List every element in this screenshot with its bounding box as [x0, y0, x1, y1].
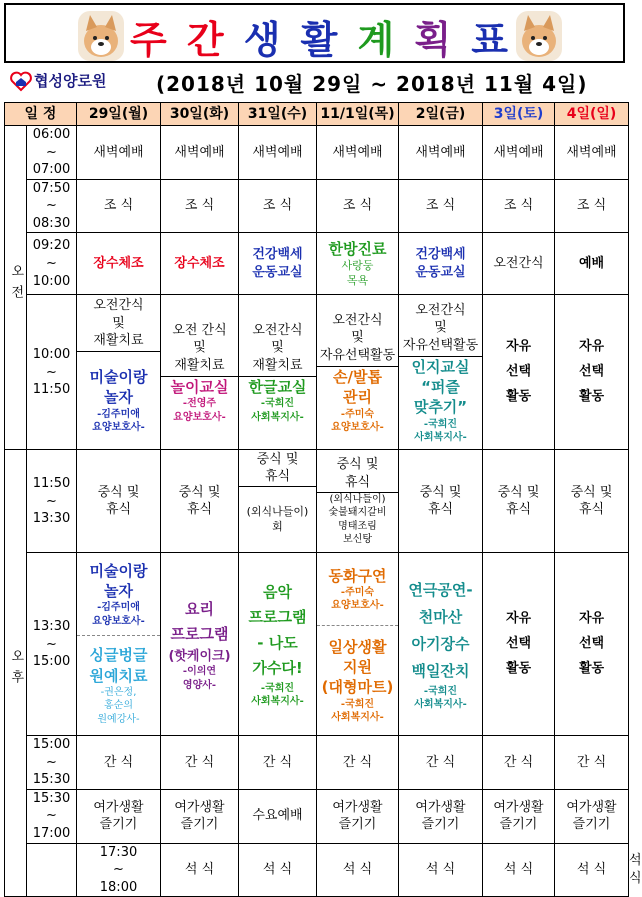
cell: 여가생활 즐기기	[317, 789, 399, 843]
cell: 석 식	[317, 843, 399, 897]
cell: 간 식	[161, 736, 239, 790]
cell: 간 식	[77, 736, 161, 790]
cell: 중식 및 휴식	[399, 450, 483, 553]
table-row	[5, 553, 629, 736]
day-header-saturday: 3일(토)	[483, 103, 555, 126]
time-cell: 09:20 ~ 10:00	[27, 233, 77, 295]
period-am: 오전	[5, 126, 27, 450]
cell: 여가생활 즐기기	[483, 789, 555, 843]
subtitle-row	[8, 68, 623, 94]
cell: 조 식	[161, 179, 239, 233]
title-char: 간	[186, 17, 226, 62]
cell: 조 식	[239, 179, 317, 233]
period-header: 일 정	[5, 103, 77, 126]
cell: 건강백세 운동교실	[399, 233, 483, 295]
table-row	[5, 789, 629, 843]
time-cell: 07:50 ~ 08:30	[27, 179, 77, 233]
cell: 중식 및 휴식 (외식나들이) 회	[239, 450, 317, 553]
cell: 여가생활 즐기기	[161, 789, 239, 843]
cell: 자유 선택 활동	[483, 295, 555, 450]
cell: 새벽예배	[555, 126, 629, 180]
cell: 동화구연 -주미숙 요양보호사- 일상생활 지원 (대형마트) -국희진 사회복지사-	[317, 553, 399, 736]
cell: 조 식	[555, 179, 629, 233]
cell: 간 식	[317, 736, 399, 790]
cell: 미술이랑 놀자 -김주미애 요양보호사- 싱글벙글 원예치료 -권은정, 홍순의 원예강사-	[77, 553, 161, 736]
cell: 석 식	[399, 843, 483, 897]
cell: 조 식	[399, 179, 483, 233]
cell: 오전간식 및 재활치료 한글교실 -국희진 사회복지사-	[239, 295, 317, 450]
title-char: 생	[243, 17, 283, 62]
title-char: 계	[357, 17, 397, 62]
table-row	[5, 295, 629, 450]
cell: 여가생활 즐기기	[399, 789, 483, 843]
cell: 중식 및 휴식 (외식나들이) 숯불돼지갈비 명태조림 보신탕	[317, 450, 399, 553]
cell: 한방진료 사랑둥 목욕	[317, 233, 399, 295]
time-cell: 10:00 ~ 11:50	[27, 295, 77, 450]
time-cell: 13:30 ~ 15:00	[27, 553, 77, 736]
cell: 조 식	[483, 179, 555, 233]
cell: 여가생활 즐기기	[77, 789, 161, 843]
cell: 석 식	[555, 843, 629, 897]
cell: 석 식	[239, 843, 317, 897]
cell: 새벽예배	[399, 126, 483, 180]
cell: 새벽예배	[483, 126, 555, 180]
cell: 장수체조	[77, 233, 161, 295]
title-char: 주	[130, 17, 169, 62]
table-row	[5, 736, 629, 790]
day-header: 31일(수)	[239, 103, 317, 126]
day-header: 29일(월)	[77, 103, 161, 126]
period-blank	[27, 843, 77, 897]
header-row	[5, 103, 629, 126]
table-row	[5, 179, 629, 233]
cell: 예배	[555, 233, 629, 295]
cell: 간 식	[555, 736, 629, 790]
cell: 조 식	[317, 179, 399, 233]
cell: 여가생활 즐기기	[555, 789, 629, 843]
cell: 오전간식 및 자유선택활동 손/발톱 관리 -주미숙 요양보호사-	[317, 295, 399, 450]
period-pm: 오후	[5, 450, 27, 897]
cell: 중식 및 휴식	[555, 450, 629, 553]
dog-icon	[516, 11, 562, 61]
cell: 수요예배	[239, 789, 317, 843]
cell: 음악 프로그램 - 나도 가수다! -국희진 사회복지사-	[239, 553, 317, 736]
cell: 오전간식 및 재활치료 미술이랑 놀자 -김주미애 요양보호사-	[77, 295, 161, 450]
time-cell: 17:30 ~ 18:00	[77, 843, 161, 897]
cell: 간 식	[399, 736, 483, 790]
time-cell: 06:00 ~ 07:00	[27, 126, 77, 180]
cell: 자유 선택 활동	[483, 553, 555, 736]
cell: 새벽예배	[161, 126, 239, 180]
cell: 오전간식	[483, 233, 555, 295]
cell: 새벽예배	[317, 126, 399, 180]
table-row: 17:30 ~ 18:00 석 식 석 식 석 식 석 식 석 식 석 식 석 식	[5, 843, 629, 897]
cell: 조 식	[77, 179, 161, 233]
day-header: 2일(금)	[399, 103, 483, 126]
day-header: 30일(화)	[161, 103, 239, 126]
cell: 석 식	[161, 843, 239, 897]
time-cell: 11:50 ~ 13:30	[27, 450, 77, 553]
heart-house-icon	[10, 71, 32, 91]
cell: 중식 및 휴식	[77, 450, 161, 553]
cell: 중식 및 휴식	[483, 450, 555, 553]
title-box	[4, 3, 625, 63]
day-header-sunday: 4일(일)	[555, 103, 629, 126]
table-row	[5, 450, 629, 553]
cell: 간 식	[239, 736, 317, 790]
brand	[10, 70, 106, 91]
page-title	[130, 10, 510, 62]
cell: 새벽예배	[239, 126, 317, 180]
schedule-table	[4, 102, 642, 897]
cell: 석 식	[483, 843, 555, 897]
cell: 건강백세 운동교실	[239, 233, 317, 295]
table-row	[5, 233, 629, 295]
day-header: 11/1일(목)	[317, 103, 399, 126]
time-cell: 15:30 ~ 17:00	[27, 789, 77, 843]
title-char: 표	[471, 17, 510, 62]
title-char: 활	[300, 17, 340, 62]
cell: 자유 선택 활동	[555, 295, 629, 450]
dog-icon	[78, 11, 124, 61]
table-row	[5, 126, 629, 180]
cell: 요리 프로그램 (핫케이크) -이의연 영양사-	[161, 553, 239, 736]
cell: 오전간식 및 자유선택활동 인지교실 “퍼즐 맞추기” -국희진 사회복지사-	[399, 295, 483, 450]
cell: 연극공연- 천마산 아기장수 백일잔치 -국희진 사회복지사-	[399, 553, 483, 736]
cell: 간 식	[483, 736, 555, 790]
date-range: (2018년 10월 29일 ~ 2018년 11월 4일)	[156, 72, 588, 96]
brand-name: 협성양로원	[34, 72, 107, 90]
cell: 오전 간식 및 재활치료 놀이교실 -전영주 요양보호사-	[161, 295, 239, 450]
cell: 자유 선택 활동	[555, 553, 629, 736]
cell: 새벽예배	[77, 126, 161, 180]
time-cell: 15:00 ~ 15:30	[27, 736, 77, 790]
cell: 중식 및 휴식	[161, 450, 239, 553]
cell: 장수체조	[161, 233, 239, 295]
title-char: 획	[414, 17, 454, 62]
